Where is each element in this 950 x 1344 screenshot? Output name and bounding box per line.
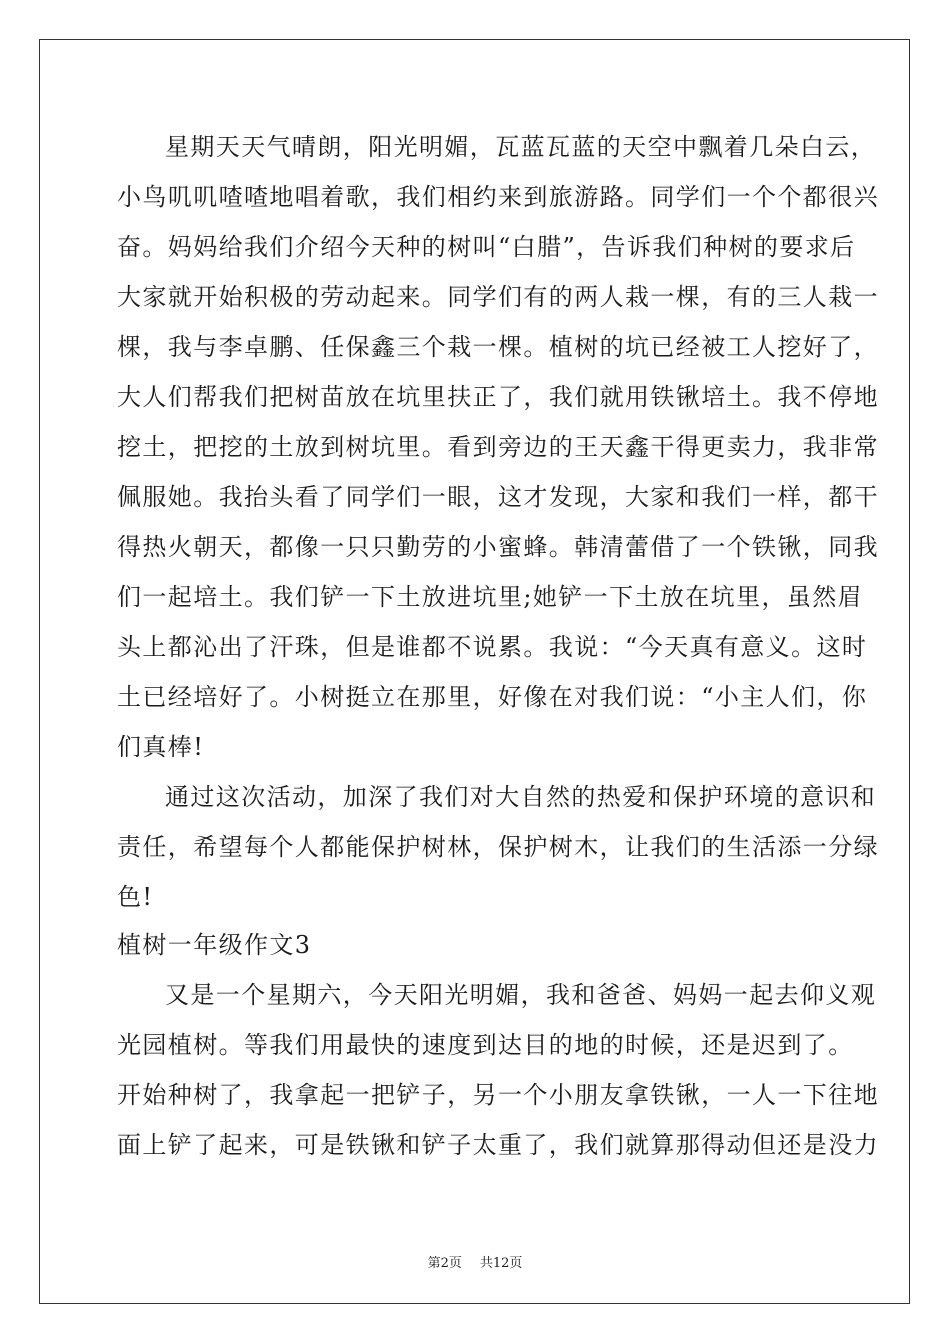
paragraph-line: 奋。妈妈给我们介绍今天种的树叫“白腊”，告诉我们种树的要求后 (117, 233, 856, 261)
paragraph-line: 面上铲了起来，可是铁锹和铲子太重了，我们就算那得动但还是没力 (117, 1131, 879, 1159)
page-number: 第2页 (427, 1256, 462, 1271)
paragraph-line: 开始种树了，我拿起一把铲子，另一个小朋友拿铁锹，一人一下往地 (117, 1081, 879, 1109)
paragraph-line: 光园植树。等我们用最快的速度到达目的地的时候，还是迟到了。 (117, 1031, 854, 1059)
paragraph-line: 们真棒! (117, 733, 205, 761)
paragraph-line: 们一起培土。我们铲一下土放进坑里;她铲一下土放在坑里，虽然眉 (117, 583, 864, 611)
paragraph-line: 土已经培好了。小树挺立在那里，好像在对我们说：“小主人们，你 (117, 683, 868, 711)
page-total: 共12页 (479, 1256, 523, 1271)
section-heading: 植树一年级作文3 (117, 931, 312, 959)
paragraph-line: 责任，希望每个人都能保护树林，保护树木，让我们的生活添一分绿 (117, 833, 879, 861)
paragraph-line: 挖土，把挖的土放到树坑里。看到旁边的王天鑫干得更卖力，我非常 (117, 433, 879, 461)
paragraph-line: 通过这次活动，加深了我们对大自然的热爱和保护环境的意识和 (165, 783, 877, 811)
paragraph-line: 佩服她。我抬头看了同学们一眼，这才发现，大家和我们一样，都干 (117, 483, 879, 511)
paragraph-line: 得热火朝天，都像一只只勤劳的小蜜蜂。韩清蕾借了一个铁锹，同我 (117, 533, 879, 561)
paragraph-line: 又是一个星期六，今天阳光明媚，我和爸爸、妈妈一起去仰义观 (165, 981, 877, 1009)
paragraph-line: 大人们帮我们把树苗放在坑里扶正了，我们就用铁锹培土。我不停地 (117, 383, 879, 411)
paragraph-line: 棵，我与李卓鹏、任保鑫三个栽一棵。植树的坑已经被工人挖好了， (117, 333, 879, 361)
paragraph-line: 色! (117, 883, 154, 911)
paragraph-line: 星期天天气晴朗，阳光明媚，瓦蓝瓦蓝的天空中飘着几朵白云， (165, 133, 877, 161)
page-footer (0, 1252, 950, 1271)
page-border (39, 39, 910, 1304)
paragraph-line: 头上都沁出了汗珠，但是谁都不说累。我说：“今天真有意义。这时 (117, 633, 868, 661)
paragraph-line: 大家就开始积极的劳动起来。同学们有的两人栽一棵，有的三人栽一 (117, 283, 879, 311)
paragraph-line: 小鸟叽叽喳喳地唱着歌，我们相约来到旅游路。同学们一个个都很兴 (117, 183, 879, 211)
